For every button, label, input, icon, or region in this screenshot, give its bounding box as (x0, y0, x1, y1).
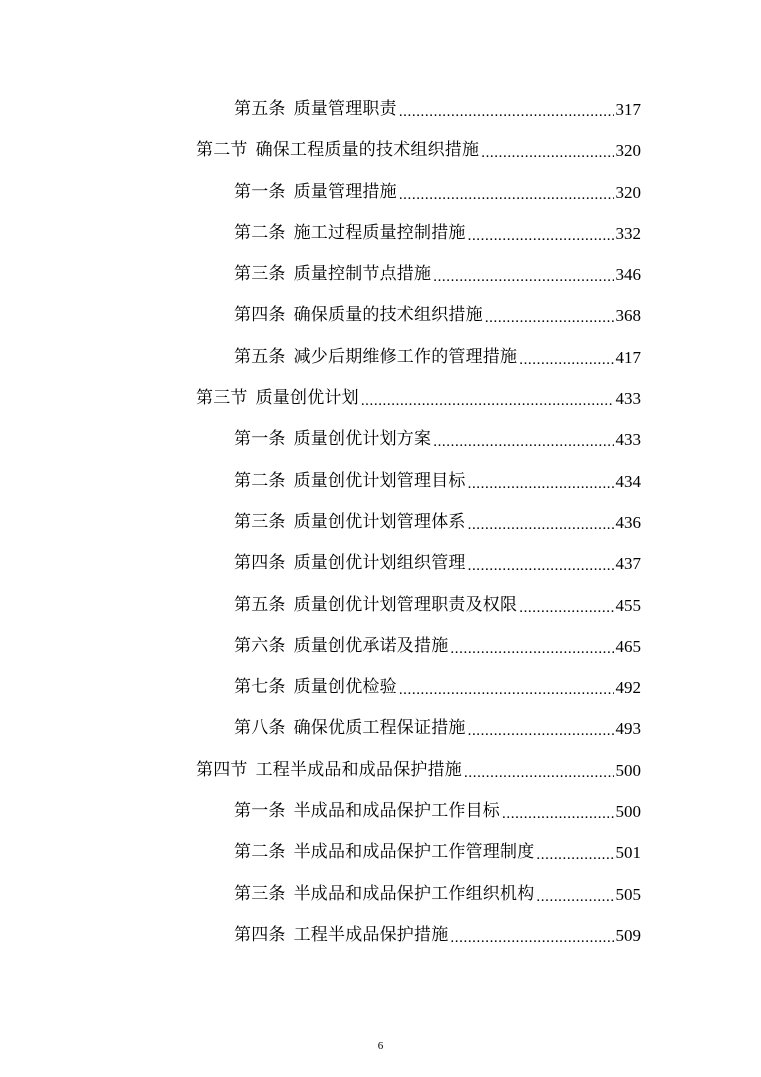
toc-entry[interactable] (0, 89, 641, 130)
toc-entry-label (234, 461, 466, 502)
page-number: 6 (377, 1040, 384, 1052)
toc-leader-dots (433, 257, 613, 298)
toc-entry[interactable] (0, 378, 641, 419)
toc-entry-number: 第三条 (234, 511, 286, 532)
toc-entry-page: 346 (615, 265, 641, 285)
toc-leader-dots (485, 298, 614, 339)
toc-entry-page: 500 (615, 802, 641, 822)
toc-entry-title: 半成品和成品保护工作组织机构 (293, 883, 535, 904)
toc-entry-number: 第五条 (234, 594, 286, 615)
toc-entry-number: 第三条 (234, 883, 286, 904)
toc-entry-label (234, 791, 500, 832)
toc-entry-page: 492 (615, 678, 641, 698)
toc-entry-page: 317 (615, 100, 641, 119)
toc-entry[interactable] (0, 585, 641, 626)
toc-leader-dots (399, 175, 614, 216)
toc-leader-dots (468, 216, 614, 257)
toc-entry-page: 493 (615, 719, 641, 739)
toc-entry-title: 施工过程质量控制措施 (293, 222, 466, 243)
toc-entry[interactable] (0, 667, 641, 708)
toc-entry-title: 确保工程质量的技术组织措施 (255, 140, 480, 161)
toc-entry-label (234, 254, 431, 295)
toc-entry-title: 质量创优计划 (255, 388, 359, 409)
toc-leader-dots (464, 753, 613, 794)
toc-entry-title: 质量创优检验 (293, 677, 397, 698)
toc-entry[interactable] (0, 874, 641, 915)
toc-entry-page: 437 (615, 554, 641, 574)
toc-entry-page: 465 (615, 636, 641, 656)
toc-entry-page: 320 (615, 182, 641, 202)
toc-leader-dots (519, 588, 613, 629)
toc-entry-label (234, 585, 517, 626)
toc-entry-page: 433 (615, 389, 641, 409)
toc-entry-title: 质量创优计划管理职责及权限 (293, 594, 518, 615)
toc-leader-dots (536, 835, 613, 876)
toc-entry-label (234, 337, 517, 378)
toc-entry-page: 436 (615, 512, 641, 532)
toc-entry-number: 第四条 (234, 553, 286, 574)
toc-entry-number: 第四条 (234, 305, 286, 326)
toc-entry[interactable] (0, 130, 641, 171)
toc-leader-dots (536, 877, 613, 918)
toc-entry-title: 减少后期维修工作的管理措施 (293, 346, 518, 367)
toc-entry-label (196, 130, 479, 171)
toc-entry-number: 第四条 (234, 924, 286, 945)
toc-entry[interactable] (0, 419, 641, 460)
toc-entry-label (196, 750, 462, 791)
toc-leader-dots (468, 546, 614, 587)
toc-entry[interactable] (0, 791, 641, 832)
toc-entry-label (196, 378, 359, 419)
toc-entry-number: 第七条 (234, 677, 286, 698)
toc-entry-title: 质量创优承诺及措施 (293, 635, 449, 656)
toc-entry-label (234, 295, 483, 336)
toc-leader-dots (433, 422, 613, 463)
toc-entry-page: 509 (615, 925, 641, 945)
toc-leader-dots (519, 340, 613, 381)
toc-leader-dots (502, 794, 613, 835)
toc-entry-label (234, 874, 534, 915)
table-of-contents (0, 89, 761, 956)
toc-entry[interactable] (0, 254, 641, 295)
toc-entry-label (234, 915, 448, 956)
toc-entry-label (234, 543, 466, 584)
toc-entry-label (234, 502, 466, 543)
toc-entry-title: 质量创优计划管理目标 (293, 470, 466, 491)
toc-leader-dots (468, 464, 614, 505)
toc-leader-dots (468, 505, 614, 546)
toc-leader-dots (399, 92, 614, 133)
toc-entry[interactable] (0, 172, 641, 213)
toc-entry-number: 第五条 (234, 99, 286, 119)
toc-entry-page: 455 (615, 595, 641, 615)
toc-entry[interactable] (0, 295, 641, 336)
toc-entry-number: 第三节 (196, 388, 248, 409)
toc-entry-title: 半成品和成品保护工作目标 (293, 801, 501, 822)
toc-entry-number: 第二条 (234, 470, 286, 491)
toc-entry-title: 工程半成品保护措施 (293, 924, 449, 945)
toc-entry-title: 确保优质工程保证措施 (293, 718, 466, 739)
toc-entry-page: 433 (615, 430, 641, 450)
toc-entry-title: 半成品和成品保护工作管理制度 (293, 842, 535, 863)
toc-entry-number: 第一条 (234, 429, 286, 450)
toc-entry-title: 质量控制节点措施 (293, 264, 432, 285)
toc-entry-page: 332 (615, 223, 641, 243)
toc-entry[interactable] (0, 832, 641, 873)
toc-entry-title: 工程半成品和成品保护措施 (255, 759, 463, 780)
toc-entry-title: 质量创优计划方案 (293, 429, 432, 450)
toc-entry-label (234, 708, 466, 749)
toc-entry[interactable] (0, 461, 641, 502)
toc-entry-label (234, 89, 397, 130)
toc-entry-number: 第二条 (234, 842, 286, 863)
toc-entry-page: 505 (615, 884, 641, 904)
toc-entry-page: 501 (615, 843, 641, 863)
toc-leader-dots (468, 711, 614, 752)
toc-entry-label (234, 419, 431, 460)
toc-entry-title: 质量管理职责 (293, 99, 397, 119)
toc-entry[interactable] (0, 626, 641, 667)
toc-entry[interactable] (0, 708, 641, 749)
toc-entry-title: 确保质量的技术组织措施 (293, 305, 483, 326)
toc-leader-dots (450, 629, 613, 670)
toc-entry-label (234, 626, 448, 667)
toc-entry-label (234, 213, 466, 254)
toc-entry-label (234, 832, 534, 873)
toc-entry-number: 第八条 (234, 718, 286, 739)
toc-entry-number: 第四节 (196, 759, 248, 780)
toc-leader-dots (399, 670, 614, 711)
toc-leader-dots (450, 918, 613, 959)
toc-entry[interactable] (0, 915, 641, 956)
toc-entry-page: 417 (615, 347, 641, 367)
toc-entry-number: 第二节 (196, 140, 248, 161)
toc-entry-number: 第三条 (234, 264, 286, 285)
toc-entry[interactable] (0, 213, 641, 254)
toc-entry-page: 320 (615, 141, 641, 161)
toc-entry-label (234, 172, 397, 213)
toc-entry-title: 质量创优计划组织管理 (293, 553, 466, 574)
toc-entry[interactable] (0, 750, 641, 791)
toc-entry-number: 第五条 (234, 346, 286, 367)
toc-entry[interactable] (0, 502, 641, 543)
toc-entry-number: 第一条 (234, 801, 286, 822)
toc-entry-page: 368 (615, 306, 641, 326)
toc-entry[interactable] (0, 337, 641, 378)
toc-entry-page: 434 (615, 471, 641, 491)
toc-entry-label (234, 667, 397, 708)
toc-leader-dots (361, 381, 614, 422)
toc-entry-number: 第一条 (234, 181, 286, 202)
toc-entry-number: 第二条 (234, 222, 286, 243)
toc-leader-dots (481, 133, 613, 174)
toc-entry-title: 质量管理措施 (293, 181, 397, 202)
toc-entry-number: 第六条 (234, 635, 286, 656)
toc-entry-title: 质量创优计划管理体系 (293, 511, 466, 532)
toc-entry-page: 500 (615, 760, 641, 780)
toc-entry[interactable] (0, 543, 641, 584)
